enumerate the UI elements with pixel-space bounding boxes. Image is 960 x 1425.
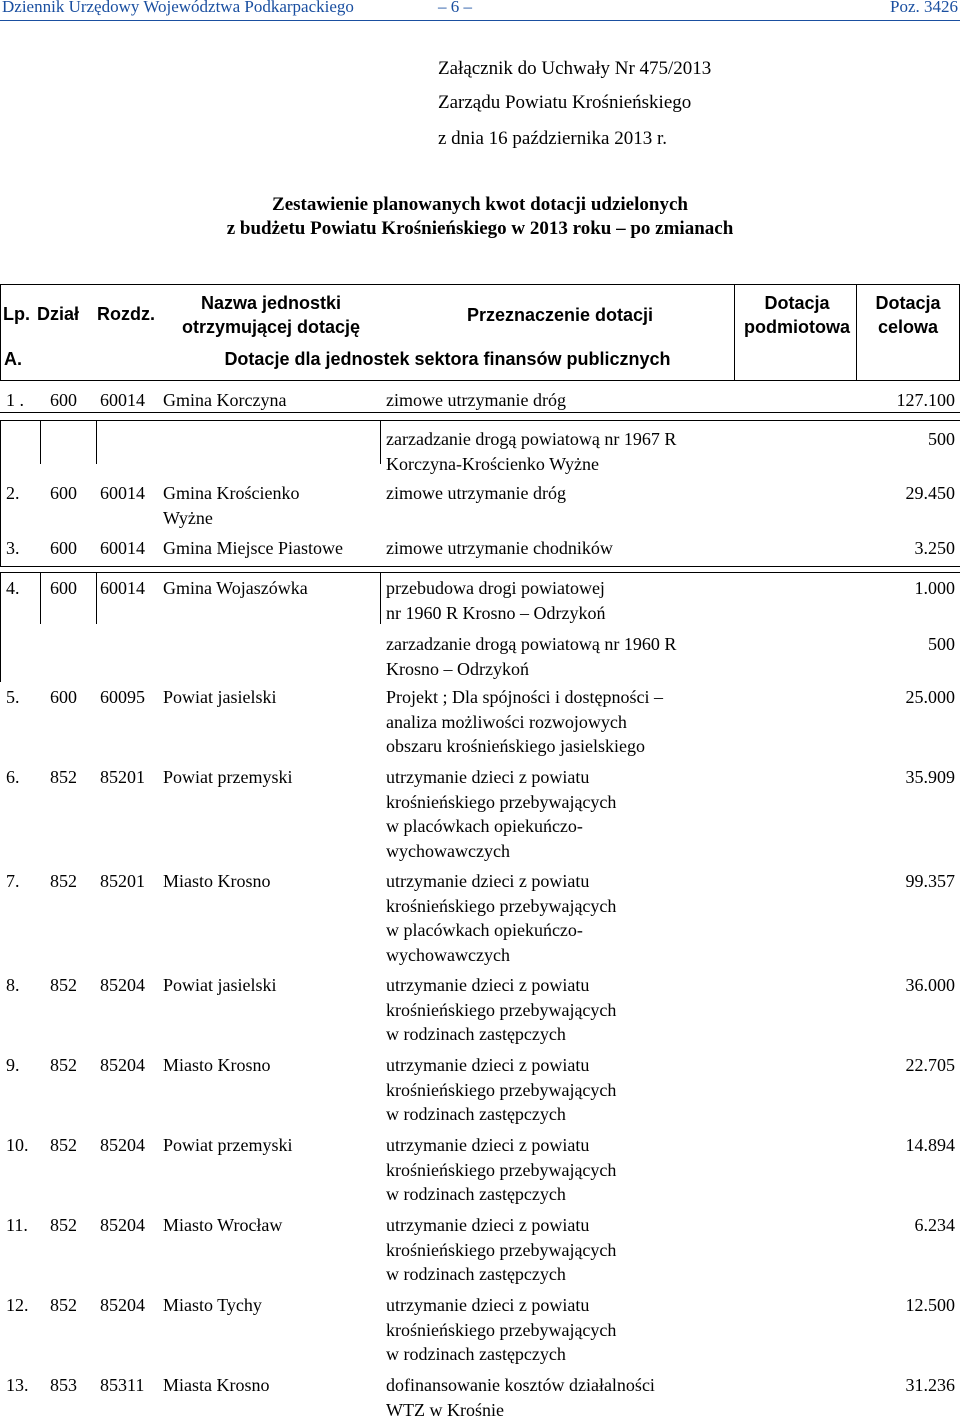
row-purpose: krośnieńskiego przebywających bbox=[386, 1319, 617, 1340]
col-header-target-1: Dotacja bbox=[875, 293, 941, 313]
row-purpose: utrzymanie dzieci z powiatu bbox=[386, 1135, 590, 1155]
col-header-lp: Lp. bbox=[3, 304, 30, 324]
row-unit-name: Powiat przemyski bbox=[163, 767, 293, 787]
row-unit-name: Miasta Krosno bbox=[163, 1375, 270, 1395]
document-title-line-1: Zestawienie planowanych kwot dotacji udzielonych bbox=[272, 194, 688, 215]
row-number: 10. bbox=[6, 1135, 29, 1155]
row-target-grant: 22.705 bbox=[905, 1055, 955, 1075]
table-rule bbox=[380, 572, 381, 624]
row-purpose: Krosno – Odrzykoń bbox=[386, 658, 529, 679]
row-number: 9. bbox=[6, 1055, 20, 1075]
row-number: 3. bbox=[6, 538, 20, 558]
table-rule bbox=[40, 572, 41, 624]
table-rule bbox=[0, 566, 960, 567]
table-rule bbox=[0, 420, 1, 566]
row-target-grant: 500 bbox=[928, 634, 955, 654]
col-header-purpose: Przeznaczenie dotacji bbox=[466, 305, 654, 325]
row-purpose: w rodzinach zastępczych bbox=[386, 1104, 566, 1124]
row-unit-name: Gmina Krościenko bbox=[163, 483, 300, 503]
row-target-grant: 127.100 bbox=[896, 390, 955, 410]
row-dzial: 852 bbox=[50, 767, 77, 787]
row-dzial: 852 bbox=[50, 975, 77, 995]
table-rule bbox=[0, 380, 960, 381]
table-rule bbox=[0, 572, 960, 573]
row-target-grant: 3.250 bbox=[914, 538, 955, 558]
row-rozdzial: 85204 bbox=[100, 975, 145, 995]
row-purpose: zarzadzanie drogą powiatową nr 1967 R bbox=[386, 429, 677, 449]
row-rozdzial: 60014 bbox=[100, 538, 145, 558]
row-purpose: krośnieńskiego przebywających bbox=[386, 999, 617, 1020]
row-rozdzial: 85201 bbox=[100, 767, 145, 787]
row-rozdzial: 85204 bbox=[100, 1055, 145, 1075]
row-purpose: w rodzinach zastępczych bbox=[386, 1344, 566, 1364]
table-rule bbox=[0, 284, 960, 285]
section-label: A. bbox=[4, 349, 22, 369]
row-number: 2. bbox=[6, 483, 20, 503]
row-number: 1 . bbox=[6, 390, 24, 410]
row-purpose: w rodzinach zastępczych bbox=[386, 1264, 566, 1284]
row-purpose: krośnieńskiego przebywających bbox=[386, 1079, 617, 1100]
row-purpose: w rodzinach zastępczych bbox=[386, 1184, 566, 1204]
row-unit-name: Wyżne bbox=[163, 507, 213, 528]
page-number: – 6 – bbox=[438, 0, 472, 16]
row-unit-name: Miasto Krosno bbox=[163, 871, 271, 891]
row-purpose: zarzadzanie drogą powiatową nr 1960 R bbox=[386, 634, 677, 654]
row-number: 4. bbox=[6, 578, 20, 598]
row-unit-name: Gmina Korczyna bbox=[163, 390, 287, 410]
row-purpose: nr 1960 R Krosno – Odrzykoń bbox=[386, 602, 606, 623]
table-rule bbox=[856, 284, 857, 380]
row-rozdzial: 85311 bbox=[100, 1375, 145, 1395]
row-number: 13. bbox=[6, 1375, 29, 1395]
section-title: Dotacje dla jednostek sektora finansów publicznych bbox=[224, 349, 671, 369]
row-unit-name: Miasto Tychy bbox=[163, 1295, 262, 1315]
row-purpose: krośnieńskiego przebywających bbox=[386, 895, 617, 916]
row-dzial: 600 bbox=[50, 390, 77, 410]
row-purpose: utrzymanie dzieci z powiatu bbox=[386, 975, 590, 995]
row-dzial: 600 bbox=[50, 687, 77, 707]
row-number: 11. bbox=[6, 1215, 28, 1235]
col-header-subject-2: podmiotowa bbox=[744, 317, 850, 337]
row-rozdzial: 60014 bbox=[100, 578, 145, 598]
row-purpose: WTZ w Krośnie bbox=[386, 1399, 504, 1420]
row-purpose: przebudowa drogi powiatowej bbox=[386, 578, 605, 598]
row-dzial: 852 bbox=[50, 1215, 77, 1235]
position-number: Poz. 3426 bbox=[890, 0, 958, 16]
row-purpose: w rodzinach zastępczych bbox=[386, 1024, 566, 1044]
col-header-dzial: Dział bbox=[37, 304, 80, 324]
row-dzial: 600 bbox=[50, 483, 77, 503]
row-target-grant: 31.236 bbox=[905, 1375, 955, 1395]
row-rozdzial: 85204 bbox=[100, 1215, 145, 1235]
row-purpose: w placówkach opiekuńczo- bbox=[386, 920, 583, 940]
row-purpose: utrzymanie dzieci z powiatu bbox=[386, 1295, 590, 1315]
row-purpose: obszaru krośnieńskiego jasielskiego bbox=[386, 736, 645, 756]
document-title-line-2: z budżetu Powiatu Krośnieńskiego w 2013 roku – po zmianach bbox=[226, 218, 734, 239]
row-target-grant: 6.234 bbox=[914, 1215, 955, 1235]
running-header bbox=[0, 0, 960, 18]
row-purpose: wychowawczych bbox=[386, 944, 510, 965]
table-rule bbox=[96, 572, 97, 624]
col-header-target-2: celowa bbox=[877, 317, 939, 337]
row-target-grant: 29.450 bbox=[905, 483, 955, 503]
row-purpose: utrzymanie dzieci z powiatu bbox=[386, 1215, 590, 1235]
row-purpose: wychowawczych bbox=[386, 840, 510, 861]
col-header-subject-1: Dotacja bbox=[764, 293, 830, 313]
row-unit-name: Gmina Wojaszówka bbox=[163, 578, 308, 598]
row-rozdzial: 60014 bbox=[100, 483, 145, 503]
row-purpose: utrzymanie dzieci z powiatu bbox=[386, 871, 590, 891]
row-unit-name: Gmina Miejsce Piastowe bbox=[163, 538, 343, 558]
row-dzial: 852 bbox=[50, 871, 77, 891]
row-number: 5. bbox=[6, 687, 20, 707]
row-purpose: utrzymanie dzieci z powiatu bbox=[386, 1055, 590, 1075]
table-rule bbox=[734, 284, 735, 380]
row-purpose: zimowe utrzymanie dróg bbox=[386, 390, 566, 410]
table-rule bbox=[40, 420, 41, 464]
row-unit-name: Powiat jasielski bbox=[163, 687, 277, 707]
row-purpose: utrzymanie dzieci z powiatu bbox=[386, 767, 590, 787]
row-number: 8. bbox=[6, 975, 20, 995]
row-unit-name: Powiat przemyski bbox=[163, 1135, 293, 1155]
row-target-grant: 1.000 bbox=[914, 578, 955, 598]
row-dzial: 852 bbox=[50, 1135, 77, 1155]
table-rule bbox=[0, 412, 960, 413]
table-rule bbox=[0, 420, 960, 421]
row-purpose: Korczyna-Krościenko Wyżne bbox=[386, 453, 599, 474]
row-purpose: dofinansowanie kosztów działalności bbox=[386, 1375, 655, 1395]
row-purpose: analiza możliwości rozwojowych bbox=[386, 711, 627, 732]
row-purpose: zimowe utrzymanie chodników bbox=[386, 538, 613, 558]
row-rozdzial: 60014 bbox=[100, 390, 145, 410]
row-rozdzial: 60095 bbox=[100, 687, 145, 707]
row-purpose: krośnieńskiego przebywających bbox=[386, 1239, 617, 1260]
row-rozdzial: 85204 bbox=[100, 1135, 145, 1155]
row-rozdzial: 85204 bbox=[100, 1295, 145, 1315]
row-target-grant: 99.357 bbox=[905, 871, 955, 891]
row-number: 6. bbox=[6, 767, 20, 787]
table-rule bbox=[380, 420, 381, 464]
row-target-grant: 12.500 bbox=[905, 1295, 955, 1315]
annex-line-3: z dnia 16 października 2013 r. bbox=[438, 128, 667, 149]
row-target-grant: 500 bbox=[928, 429, 955, 449]
row-dzial: 852 bbox=[50, 1295, 77, 1315]
row-purpose: Projekt ; Dla spójności i dostępności – bbox=[386, 687, 663, 707]
row-unit-name: Miasto Krosno bbox=[163, 1055, 271, 1075]
annex-line-1: Załącznik do Uchwały Nr 475/2013 bbox=[438, 58, 712, 79]
col-header-rozdz: Rozdz. bbox=[97, 304, 155, 324]
row-dzial: 600 bbox=[50, 578, 77, 598]
row-dzial: 852 bbox=[50, 1055, 77, 1075]
table-rule bbox=[96, 420, 97, 464]
row-dzial: 600 bbox=[50, 538, 77, 558]
row-dzial: 853 bbox=[50, 1375, 77, 1395]
col-header-name-1: Nazwa jednostki bbox=[200, 293, 342, 313]
annex-line-2: Zarządu Powiatu Krośnieńskiego bbox=[438, 92, 692, 113]
table-rule bbox=[0, 572, 1, 682]
row-purpose: krośnieńskiego przebywających bbox=[386, 1159, 617, 1180]
table-rule bbox=[0, 284, 1, 380]
row-purpose: krośnieńskiego przebywających bbox=[386, 791, 617, 812]
row-target-grant: 35.909 bbox=[905, 767, 955, 787]
row-purpose: zimowe utrzymanie dróg bbox=[386, 483, 566, 503]
row-number: 7. bbox=[6, 871, 20, 891]
row-number: 12. bbox=[6, 1295, 29, 1315]
header-rule bbox=[0, 20, 960, 21]
row-target-grant: 36.000 bbox=[905, 975, 955, 995]
col-header-name-2: otrzymującej dotację bbox=[181, 317, 361, 337]
journal-name: Dziennik Urzędowy Województwa Podkarpackiego bbox=[2, 0, 354, 16]
row-target-grant: 14.894 bbox=[905, 1135, 955, 1155]
row-rozdzial: 85201 bbox=[100, 871, 145, 891]
row-target-grant: 25.000 bbox=[905, 687, 955, 707]
row-unit-name: Miasto Wrocław bbox=[163, 1215, 283, 1235]
row-purpose: w placówkach opiekuńczo- bbox=[386, 816, 583, 836]
row-unit-name: Powiat jasielski bbox=[163, 975, 277, 995]
